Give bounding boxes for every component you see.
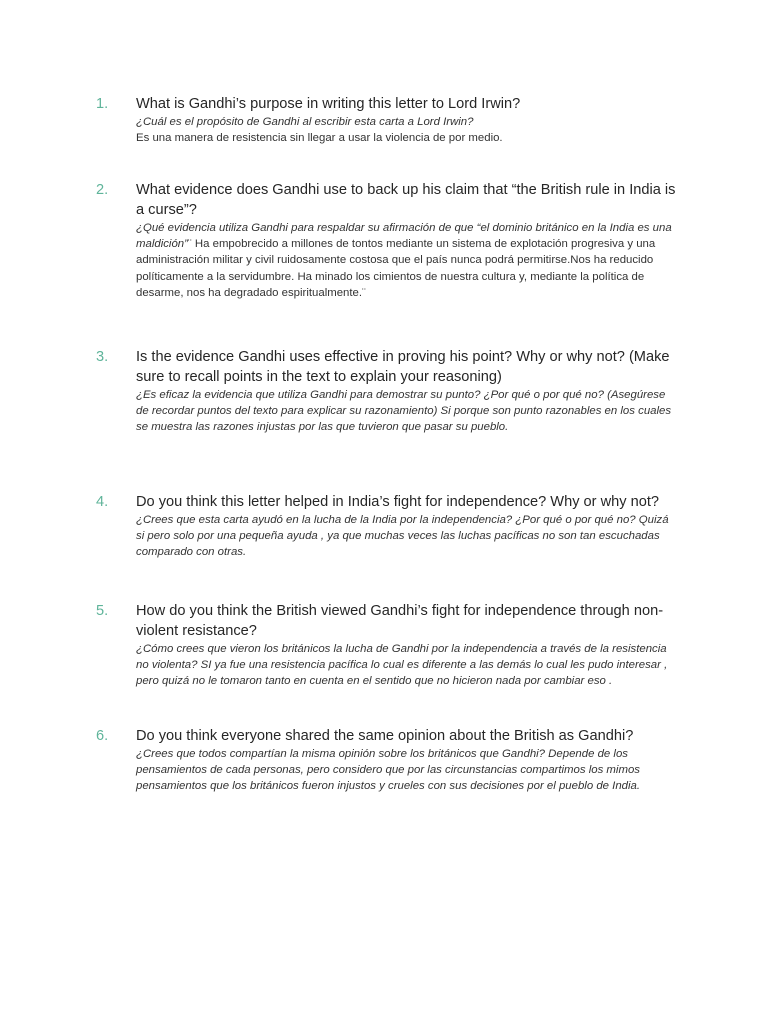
- spanish-translation: ¿Cuál es el propósito de Gandhi al escribir esta carta a Lord Irwin?: [136, 116, 474, 128]
- question-item-2: [96, 180, 676, 301]
- answer-block: [136, 746, 676, 795]
- question-text: Do you think everyone shared the same opinion about the British as Gandhi?: [136, 728, 634, 744]
- question-item-3: [96, 347, 676, 436]
- answer-block: [136, 387, 676, 436]
- spanish-translation: ¿Crees que todos compartían la misma opinión sobre los británicos que Gandhi? Depende de los pensamientos de cada personas, pero considero que por las circunstancias compartimos los mimos pensamientos que los británicos fueron injustos y crueles con sus decisiones por el pueblo de India.: [136, 748, 641, 793]
- question-number: 5.: [96, 603, 109, 619]
- student-answer: ¨ Ha empobrecido a millones de tontos mediante un sistema de explotación progresiva y una administración militar y civil ruidosamente costosa que el país nunca podrá permitirse.Nos ha reducido políticamente a la servidumbre. Ha minado los cimientos de nuestra cultura y, mediante la política de desarme, nos ha degradado espiritualmente.¨: [136, 238, 656, 299]
- question-text: How do you think the British viewed Gandhi’s fight for independence through non-violent resistance?: [136, 603, 664, 639]
- answer-block: [136, 220, 676, 301]
- question-text: Is the evidence Gandhi uses effective in proving his point? Why or why not? (Make sure to recall points in the text to explain your reasoning): [136, 349, 670, 385]
- answer-block: [136, 512, 676, 561]
- spanish-translation: ¿Cómo crees que vieron los británicos la lucha de Gandhi por la independencia a través de la resistencia no violenta? SI ya fue una resistencia pacífica lo cual es diferente a las demás lo cual les pudo interesar , pero quizá no le tomaron tanto en cuenta en el sentido que no hicieron nada por cambiar eso .: [136, 643, 668, 688]
- question-text: What evidence does Gandhi use to back up his claim that “the British rule in India is a curse”?: [136, 182, 676, 218]
- question-number: 3.: [96, 349, 109, 365]
- question-number: 6.: [96, 728, 109, 744]
- question-item-5: [96, 601, 676, 690]
- question-item-1: [96, 94, 676, 146]
- student-answer: Es una manera de resistencia sin llegar a usar la violencia de por medio.: [136, 132, 503, 145]
- question-number: 1.: [96, 96, 109, 112]
- question-item-4: [96, 492, 676, 561]
- spanish-translation: ¿Es eficaz la evidencia que utiliza Gandhi para demostrar su punto? ¿Por qué o por qué no? (Asegúrese de recordar puntos del texto para explicar su razonamiento) Si porque son punto razonables en los cuales se muestra las razones injustas por las que tuvieron que pasar su pueblo.: [136, 389, 672, 434]
- question-item-6: [96, 726, 676, 795]
- question-text: Do you think this letter helped in India’s fight for independence? Why or why not?: [136, 494, 659, 510]
- spanish-translation: ¿Crees que esta carta ayudó en la lucha de la India por la independencia? ¿Por qué o por qué no? Quizá si pero solo por una pequeña ayuda , ya que muchas veces las luchas pacíficas no son tan escuchadas comparado con otras.: [136, 514, 669, 559]
- question-text: What is Gandhi’s purpose in writing this letter to Lord Irwin?: [136, 96, 521, 112]
- answer-block: [136, 641, 676, 690]
- question-number: 2.: [96, 182, 109, 198]
- spanish-translation: ¿Qué evidencia utiliza Gandhi para respaldar su afirmación de que “el dominio británico en la India es una maldición”: [136, 222, 672, 251]
- question-number: 4.: [96, 494, 109, 510]
- answer-block: [136, 114, 676, 146]
